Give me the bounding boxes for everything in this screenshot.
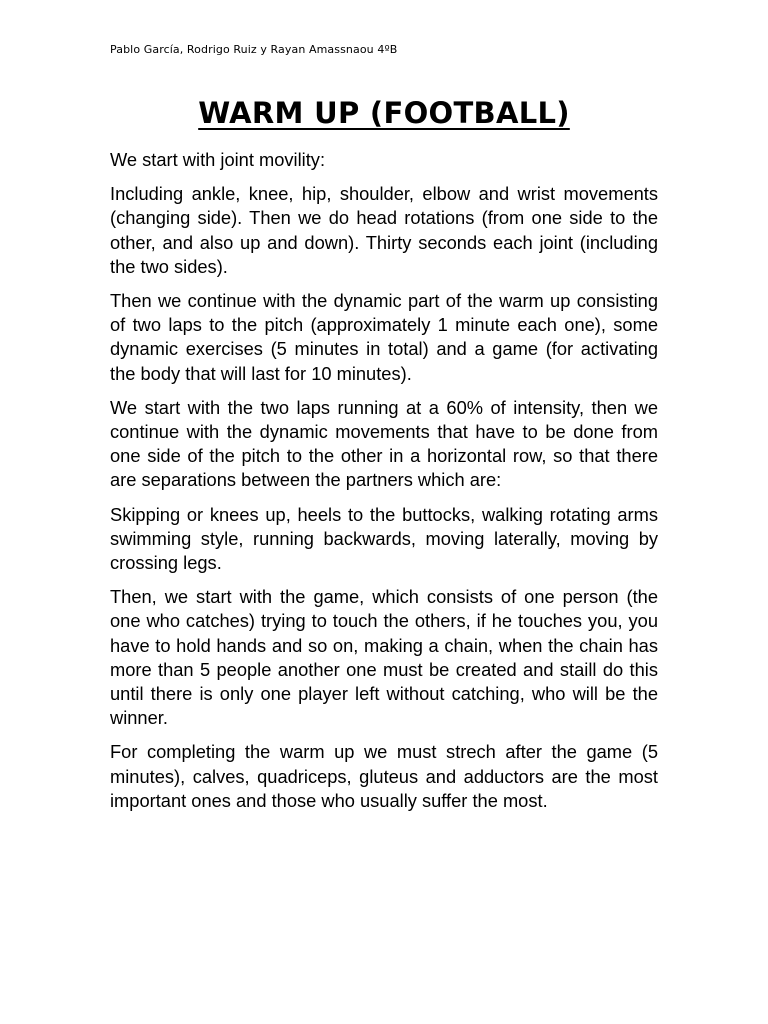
paragraph-movements-list: Skipping or knees up, heels to the buttocks, walking rotating arms swimming style, running backwards, moving laterally, moving by crossing legs. xyxy=(110,503,658,574)
paragraph-stretching: For completing the warm up we must strech after the game (5 minutes), calves, quadriceps, gluteus and adductors are the most important ones and those who usually suffer the most. xyxy=(110,741,658,811)
document-title xyxy=(0,89,768,137)
authors-header: Pablo García, Rodrigo Ruiz y Rayan Amassnaou 4ºB xyxy=(110,43,398,56)
document-title-text: WARM UP (FOOTBALL) xyxy=(198,96,570,130)
paragraph-dynamic-part: Then we continue with the dynamic part of the warm up consisting of two laps to the pitch (approximately 1 minute each one), some dynamic exercises (5 minutes in total) and a game (for activating the body that will last for 10 minutes). xyxy=(110,290,658,384)
paragraph-intro: We start with joint movility: xyxy=(110,149,326,170)
paragraph-laps: We start with the two laps running at a 60% of intensity, then we continue with the dynamic movements that have to be done from one side of the pitch to the other in a horizontal row, so that there are separations between the partners which are: xyxy=(110,396,658,491)
document-body xyxy=(110,148,658,823)
paragraph-joint-movility: Including ankle, knee, hip, shoulder, elbow and wrist movements (changing side). Then we do head rotations (from one side to the other, and also up and down). Thirty seconds each joint (including the two sides). xyxy=(110,183,658,277)
paragraph-game: Then, we start with the game, which consists of one person (the one who catches) trying to touch the others, if he touches you, you have to hold hands and so on, making a chain, when the chain has more than 5 people another one must be created and staill do this until there is only one player left without catching, who will be the winner. xyxy=(110,586,658,729)
